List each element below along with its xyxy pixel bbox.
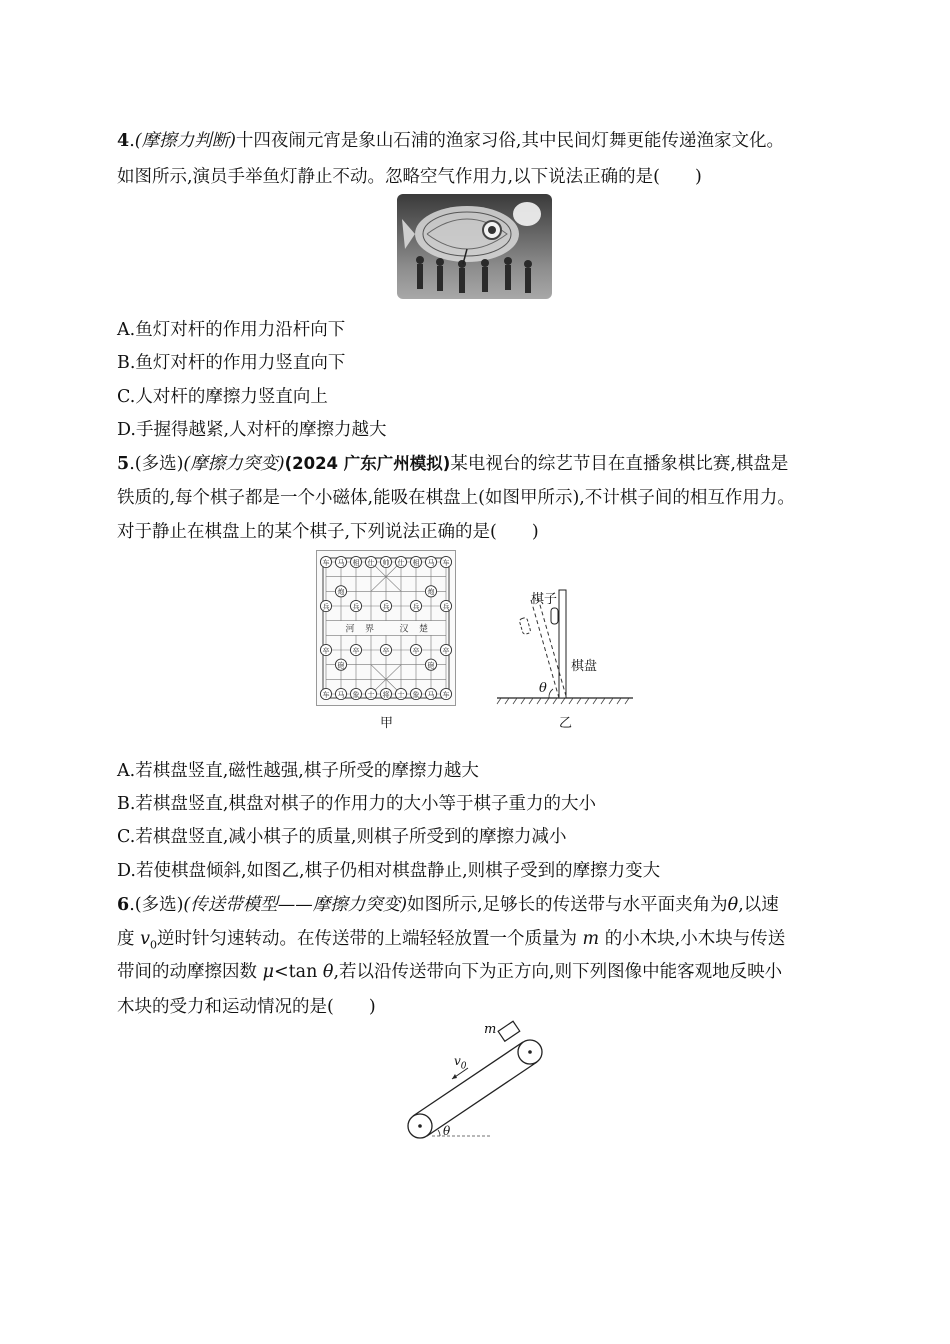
q5-stem-line1: 5.(多选)(摩擦力突变)(2024 广东广州模拟)某电视台的综艺节目在直播象棋比赛,棋盘是 (117, 454, 789, 474)
svg-text:象: 象 (412, 690, 420, 699)
q6-multi: (多选) (134, 895, 184, 915)
q6-mass: m (582, 929, 600, 949)
q5-option-a: A.若棋盘竖直,磁性越强,棋子所受的摩擦力越大 (117, 761, 479, 781)
chess-piece (425, 688, 436, 699)
svg-text:车: 车 (322, 690, 330, 699)
qipan-label: 棋盘 (571, 659, 598, 674)
chess-piece (335, 586, 346, 597)
fish-lantern-photo (397, 194, 552, 299)
svg-text:将: 将 (382, 690, 390, 699)
chess-piece (365, 556, 376, 567)
chess-piece (320, 600, 331, 611)
chess-piece (395, 556, 406, 567)
svg-text:车: 车 (322, 558, 330, 567)
svg-text:车: 车 (442, 558, 450, 567)
q6-number: 6 (117, 895, 130, 915)
chess-piece (380, 644, 391, 655)
svg-text:卒: 卒 (322, 646, 330, 655)
svg-text:帅: 帅 (382, 558, 390, 567)
chess-piece (440, 644, 451, 655)
chess-piece (335, 556, 346, 567)
q6-stem2a: 度 (117, 929, 141, 949)
svg-text:马: 马 (337, 690, 345, 699)
q5-number: 5 (117, 454, 130, 474)
svg-text:兵: 兵 (412, 602, 420, 611)
q6-stem2b: 逆时针匀速转动。在传送带的上端轻轻放置一个质量为 (156, 929, 583, 949)
chess-piece (365, 688, 376, 699)
river-text: 汉 (399, 624, 409, 635)
q4-option-a: A.鱼灯对杆的作用力沿杆向下 (117, 320, 346, 340)
svg-text:士: 士 (397, 690, 405, 699)
q6-stem3a: 带间的动摩擦因数 (117, 962, 263, 982)
q6-stem-line3 (117, 961, 782, 983)
river-text: 界 (364, 624, 375, 635)
chess-piece (350, 644, 361, 655)
chess-piece (380, 600, 391, 611)
q6-stem-line1: 6.(多选)(传送带模型——摩擦力突变)如图所示,足够长的传送带与水平面夹角为θ,以速 (117, 895, 779, 915)
svg-text:兵: 兵 (442, 602, 450, 611)
river-text: 河 (345, 624, 355, 635)
chess-piece (440, 688, 451, 699)
svg-text:马: 马 (427, 690, 435, 699)
q4-option-b: B.鱼灯对杆的作用力竖直向下 (117, 353, 346, 373)
q6-theta-2: θ (322, 962, 334, 982)
svg-text:车: 车 (442, 690, 450, 699)
v0-label (454, 1054, 467, 1071)
q6-stem3b: <tan (273, 962, 323, 982)
figure-jia-label: 甲 (380, 716, 394, 731)
q5-stem2: 铁质的,每个棋子都是一个小磁体,能吸在棋盘上(如图甲所示),不计棋子间的相互作用力。 (117, 488, 795, 508)
theta-label-belt: θ (443, 1124, 451, 1138)
chess-piece (350, 556, 361, 567)
q5-source: (2024 广东广州模拟) (284, 454, 451, 473)
chess-piece (410, 556, 421, 567)
svg-text:兵: 兵 (322, 602, 330, 611)
q4-option-c: C.人对杆的摩擦力竖直向上 (117, 387, 328, 407)
mass-label: m (484, 1022, 497, 1037)
svg-text:卒: 卒 (442, 646, 450, 655)
chess-piece (410, 644, 421, 655)
svg-text:马: 马 (337, 558, 345, 567)
svg-text:卒: 卒 (412, 646, 420, 655)
svg-text:卒: 卒 (352, 646, 360, 655)
q5-multi: (多选) (134, 454, 184, 474)
q5-stem3: 对于静止在棋盘上的某个棋子,下列说法正确的是( ) (117, 522, 539, 542)
q6-stem1b: ,以速 (738, 895, 779, 915)
chess-piece (350, 600, 361, 611)
river-text: 楚 (418, 624, 429, 635)
q4-stem1: 十四夜闹元宵是象山石浦的渔家习俗,其中民间灯舞更能传递渔家文化。 (235, 131, 784, 151)
svg-text:仕: 仕 (367, 558, 375, 567)
svg-text:士: 士 (367, 690, 375, 699)
svg-text:炮: 炮 (337, 588, 345, 597)
q4-stem2: 如图所示,演员手举鱼灯静止不动。忽略空气作用力,以下说法正确的是( ) (117, 167, 702, 187)
chess-piece (335, 659, 346, 670)
svg-text:砲: 砲 (337, 661, 345, 670)
q4-number: 4 (117, 131, 130, 151)
svg-text:马: 马 (427, 558, 435, 567)
chess-piece (335, 688, 346, 699)
q6-stem3c: ,若以沿传送带向下为正方向,则下列图像中能客观地反映小 (333, 962, 783, 982)
q5-option-b: B.若棋盘竖直,棋盘对棋子的作用力的大小等于棋子重力的大小 (117, 794, 596, 814)
figure-yi-label: 乙 (559, 716, 573, 731)
q6-stem1a: 如图所示,足够长的传送带与水平面夹角为 (407, 895, 728, 915)
chess-piece (350, 688, 361, 699)
chess-piece (320, 644, 331, 655)
chess-piece (380, 688, 391, 699)
chess-piece (395, 688, 406, 699)
svg-text:相: 相 (352, 558, 360, 567)
q4-stem-line1: 4.(摩擦力判断)十四夜闹元宵是象山石浦的渔家习俗,其中民间灯舞更能传递渔家文化。 (117, 131, 784, 151)
tilted-board-figure (495, 560, 635, 710)
chess-piece (440, 556, 451, 567)
q6-theta: θ (727, 895, 739, 915)
q4-tag: (摩擦力判断) (134, 131, 236, 151)
svg-text:卒: 卒 (382, 646, 390, 655)
svg-text:砲: 砲 (427, 661, 435, 670)
chess-board-figure (316, 550, 456, 706)
q4-option-d: D.手握得越紧,人对杆的摩擦力越大 (117, 420, 387, 440)
svg-text:相: 相 (412, 558, 420, 567)
svg-text:兵: 兵 (382, 602, 390, 611)
q5-tag: (摩擦力突变) (183, 454, 285, 474)
q5-option-d: D.若使棋盘倾斜,如图乙,棋子仍相对棋盘静止,则棋子受到的摩擦力变大 (117, 861, 661, 881)
conveyor-belt-figure (400, 1020, 560, 1145)
chess-piece (440, 600, 451, 611)
v0-label-main: v (454, 1054, 461, 1068)
q6-stem-line2 (117, 928, 785, 957)
svg-text:兵: 兵 (352, 602, 360, 611)
q5-stem1: 某电视台的综艺节目在直播象棋比赛,棋盘是 (450, 454, 789, 474)
v0-label-sub: 0 (460, 1061, 467, 1072)
qizi-label: 棋子 (531, 592, 558, 607)
q6-stem4: 木块的受力和运动情况的是( ) (117, 997, 376, 1017)
q6-tag: (传送带模型——摩擦力突变) (183, 895, 408, 915)
chess-piece (425, 659, 436, 670)
svg-text:炮: 炮 (427, 588, 435, 597)
q6-v0-sub: 0 (149, 938, 157, 952)
q5-option-c: C.若棋盘竖直,减小棋子的质量,则棋子所受到的摩擦力减小 (117, 827, 567, 847)
svg-text:仕: 仕 (397, 558, 405, 567)
chess-piece (380, 556, 391, 567)
svg-text:象: 象 (352, 690, 360, 699)
chess-piece (425, 586, 436, 597)
theta-label-yi: θ (539, 681, 547, 696)
chess-piece (320, 688, 331, 699)
chess-piece (410, 600, 421, 611)
chess-piece (320, 556, 331, 567)
chess-piece (425, 556, 436, 567)
chess-piece (410, 688, 421, 699)
q6-stem2c: 的小木块,小木块与传送 (599, 929, 786, 949)
q6-v0: v (140, 929, 150, 949)
q6-mu: μ (262, 962, 274, 982)
